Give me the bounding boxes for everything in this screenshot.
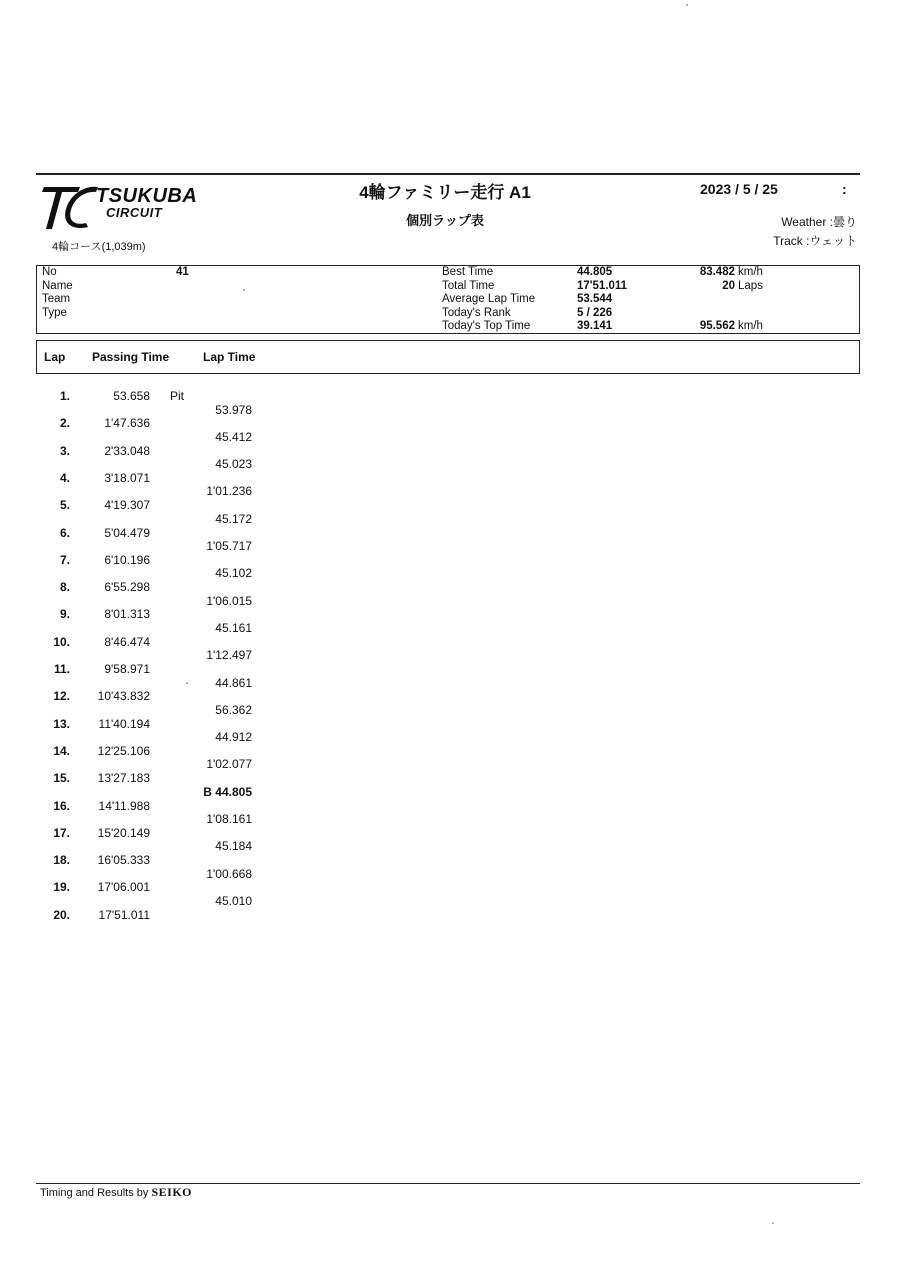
lap-number: 12. — [53, 689, 70, 704]
passing-time: 17'06.001 — [97, 880, 150, 895]
lap-time: 1'00.668 — [206, 866, 252, 881]
lap-number: 20. — [53, 907, 70, 922]
car-number: 41 — [176, 266, 189, 278]
table-row — [36, 799, 296, 826]
lap-time: 56.362 — [215, 702, 252, 717]
table-row — [36, 662, 296, 689]
event-time: : — [842, 181, 847, 197]
event-date: 2023 / 5 / 25 — [700, 181, 778, 197]
top-rule — [36, 173, 860, 175]
lap-number: 2. — [59, 416, 70, 431]
passing-time: 11'40.194 — [98, 716, 150, 731]
stat-value-rank: 5 / 226 — [577, 306, 613, 319]
column-header-passing: Passing Time — [92, 350, 170, 364]
lap-time: 45.102 — [215, 566, 252, 581]
table-row — [36, 744, 296, 771]
passing-time: 16'05.333 — [97, 853, 150, 868]
passing-time: 53.658 — [113, 389, 150, 403]
stat-label-top: Today's Top Time — [442, 320, 531, 332]
passing-time: 13'27.183 — [97, 771, 150, 786]
column-header-lap: Lap — [44, 350, 66, 364]
page-subtitle: 個別ラップ表 — [406, 213, 484, 228]
table-row — [36, 580, 296, 607]
table-row — [36, 471, 296, 498]
logo-circuit: CIRCUIT — [106, 205, 163, 220]
lap-time: 45.412 — [215, 429, 252, 444]
footer-brand: SEIKO — [151, 1185, 192, 1199]
stat-extra-total: 20 — [722, 279, 735, 292]
lap-number: 15. — [53, 771, 70, 786]
track-status: Track :ウェット — [773, 234, 857, 248]
table-row — [36, 444, 296, 471]
passing-time: 2'33.048 — [104, 443, 150, 458]
lap-time: 1'01.236 — [206, 484, 252, 499]
table-row — [36, 771, 296, 798]
stat-unit-total: Laps — [738, 279, 763, 292]
passing-time: 10'43.832 — [97, 689, 150, 704]
stat-values — [577, 266, 627, 334]
stat-extra-top: 95.562 — [699, 320, 735, 332]
stat-units — [738, 266, 763, 334]
stat-label-rank: Today's Rank — [442, 306, 511, 319]
logo-tsukuba: TSUKUBA — [96, 185, 198, 207]
passing-time: 5'04.479 — [104, 525, 150, 540]
passing-time: 3'18.071 — [104, 470, 150, 485]
lap-number: 1. — [59, 389, 70, 403]
pit-note: Pit — [170, 389, 185, 403]
passing-time: 17'51.011 — [98, 907, 150, 922]
stat-unit-top: km/h — [738, 320, 763, 332]
lap-number: 6. — [59, 525, 70, 540]
label-team: Team — [42, 293, 71, 305]
stat-value-average: 53.544 — [577, 293, 613, 305]
passing-time: 15'20.149 — [97, 825, 150, 840]
table-row — [36, 880, 296, 907]
passing-time: 4'19.307 — [104, 498, 150, 513]
stat-extras — [660, 266, 735, 334]
lap-time: 44.861 — [215, 675, 252, 690]
table-row — [36, 717, 296, 744]
table-row — [36, 635, 296, 662]
lap-number: 7. — [59, 552, 70, 567]
lap-time: 45.172 — [215, 511, 252, 526]
lap-time: 45.161 — [215, 620, 252, 635]
bottom-rule — [36, 1183, 860, 1184]
table-row — [36, 826, 296, 853]
footer-credit — [40, 1185, 192, 1200]
table-row — [36, 607, 296, 634]
lap-number: 18. — [53, 853, 70, 868]
lap-time: 45.010 — [215, 893, 252, 908]
lap-time: 1'08.161 — [206, 812, 252, 826]
table-row — [36, 389, 296, 416]
lap-number: 11. — [53, 662, 70, 676]
table-row — [36, 853, 296, 880]
label-no: No — [42, 266, 57, 278]
lap-time: 53.978 — [215, 402, 252, 417]
lap-time: 1'06.015 — [206, 593, 252, 608]
passing-time: 14'11.988 — [98, 798, 150, 813]
stat-label-total: Total Time — [442, 279, 495, 292]
stat-unit-best: km/h — [738, 266, 763, 278]
stat-label-average: Average Lap Time — [442, 293, 536, 305]
passing-time: 6'55.298 — [104, 580, 150, 595]
lap-number: 13. — [53, 716, 70, 731]
stat-value-best: 44.805 — [577, 266, 613, 278]
stat-value-total: 17'51.011 — [577, 279, 628, 292]
stat-label-best: Best Time — [442, 266, 494, 278]
table-row — [36, 689, 296, 716]
lap-time: B 44.805 — [203, 784, 252, 799]
passing-time: 6'10.196 — [104, 552, 150, 567]
tsukuba-circuit-logo — [40, 183, 230, 233]
passing-time: 8'01.313 — [104, 607, 150, 622]
table-row — [36, 553, 296, 580]
table-row — [36, 526, 296, 553]
label-name: Name — [42, 279, 73, 292]
lap-time: 45.184 — [215, 839, 252, 854]
tc-logo-icon — [40, 183, 100, 233]
label-type: Type — [42, 306, 67, 319]
table-row — [36, 498, 296, 525]
passing-time: 8'46.474 — [104, 634, 150, 649]
lap-number: 17. — [53, 825, 70, 840]
passing-time: 9'58.971 — [104, 662, 150, 676]
stat-value-top: 39.141 — [577, 320, 613, 332]
footer-text: Timing and Results by — [40, 1187, 152, 1199]
lap-number: 14. — [53, 743, 70, 758]
lap-number: 5. — [59, 498, 70, 513]
column-header-laptime: Lap Time — [203, 350, 256, 364]
lap-time: 44.912 — [215, 730, 252, 745]
lap-number: 9. — [59, 607, 70, 622]
table-row — [36, 908, 296, 935]
passing-time: 12'25.106 — [97, 743, 150, 758]
lap-time: 1'12.497 — [206, 648, 252, 663]
lap-number: 3. — [59, 443, 70, 458]
lap-time: 1'05.717 — [206, 539, 252, 553]
passing-time: 1'47.636 — [104, 416, 150, 431]
stat-extra-best: 83.482 — [699, 266, 735, 278]
lap-time: 1'02.077 — [206, 757, 252, 772]
table-row — [36, 416, 296, 443]
lap-time: 45.023 — [215, 457, 252, 472]
lap-number: 4. — [59, 470, 70, 485]
lap-number: 10. — [53, 634, 70, 649]
lap-number: 19. — [53, 880, 70, 895]
stat-labels — [442, 266, 535, 334]
lap-number: 8. — [59, 580, 70, 595]
weather-status: Weather :曇り — [781, 215, 857, 229]
page-title: 4輪ファミリー走行 A1 — [359, 183, 531, 202]
course-name: 4輪コース(1,039m) — [52, 241, 146, 253]
lap-number: 16. — [53, 798, 70, 813]
info-labels — [42, 266, 73, 320]
